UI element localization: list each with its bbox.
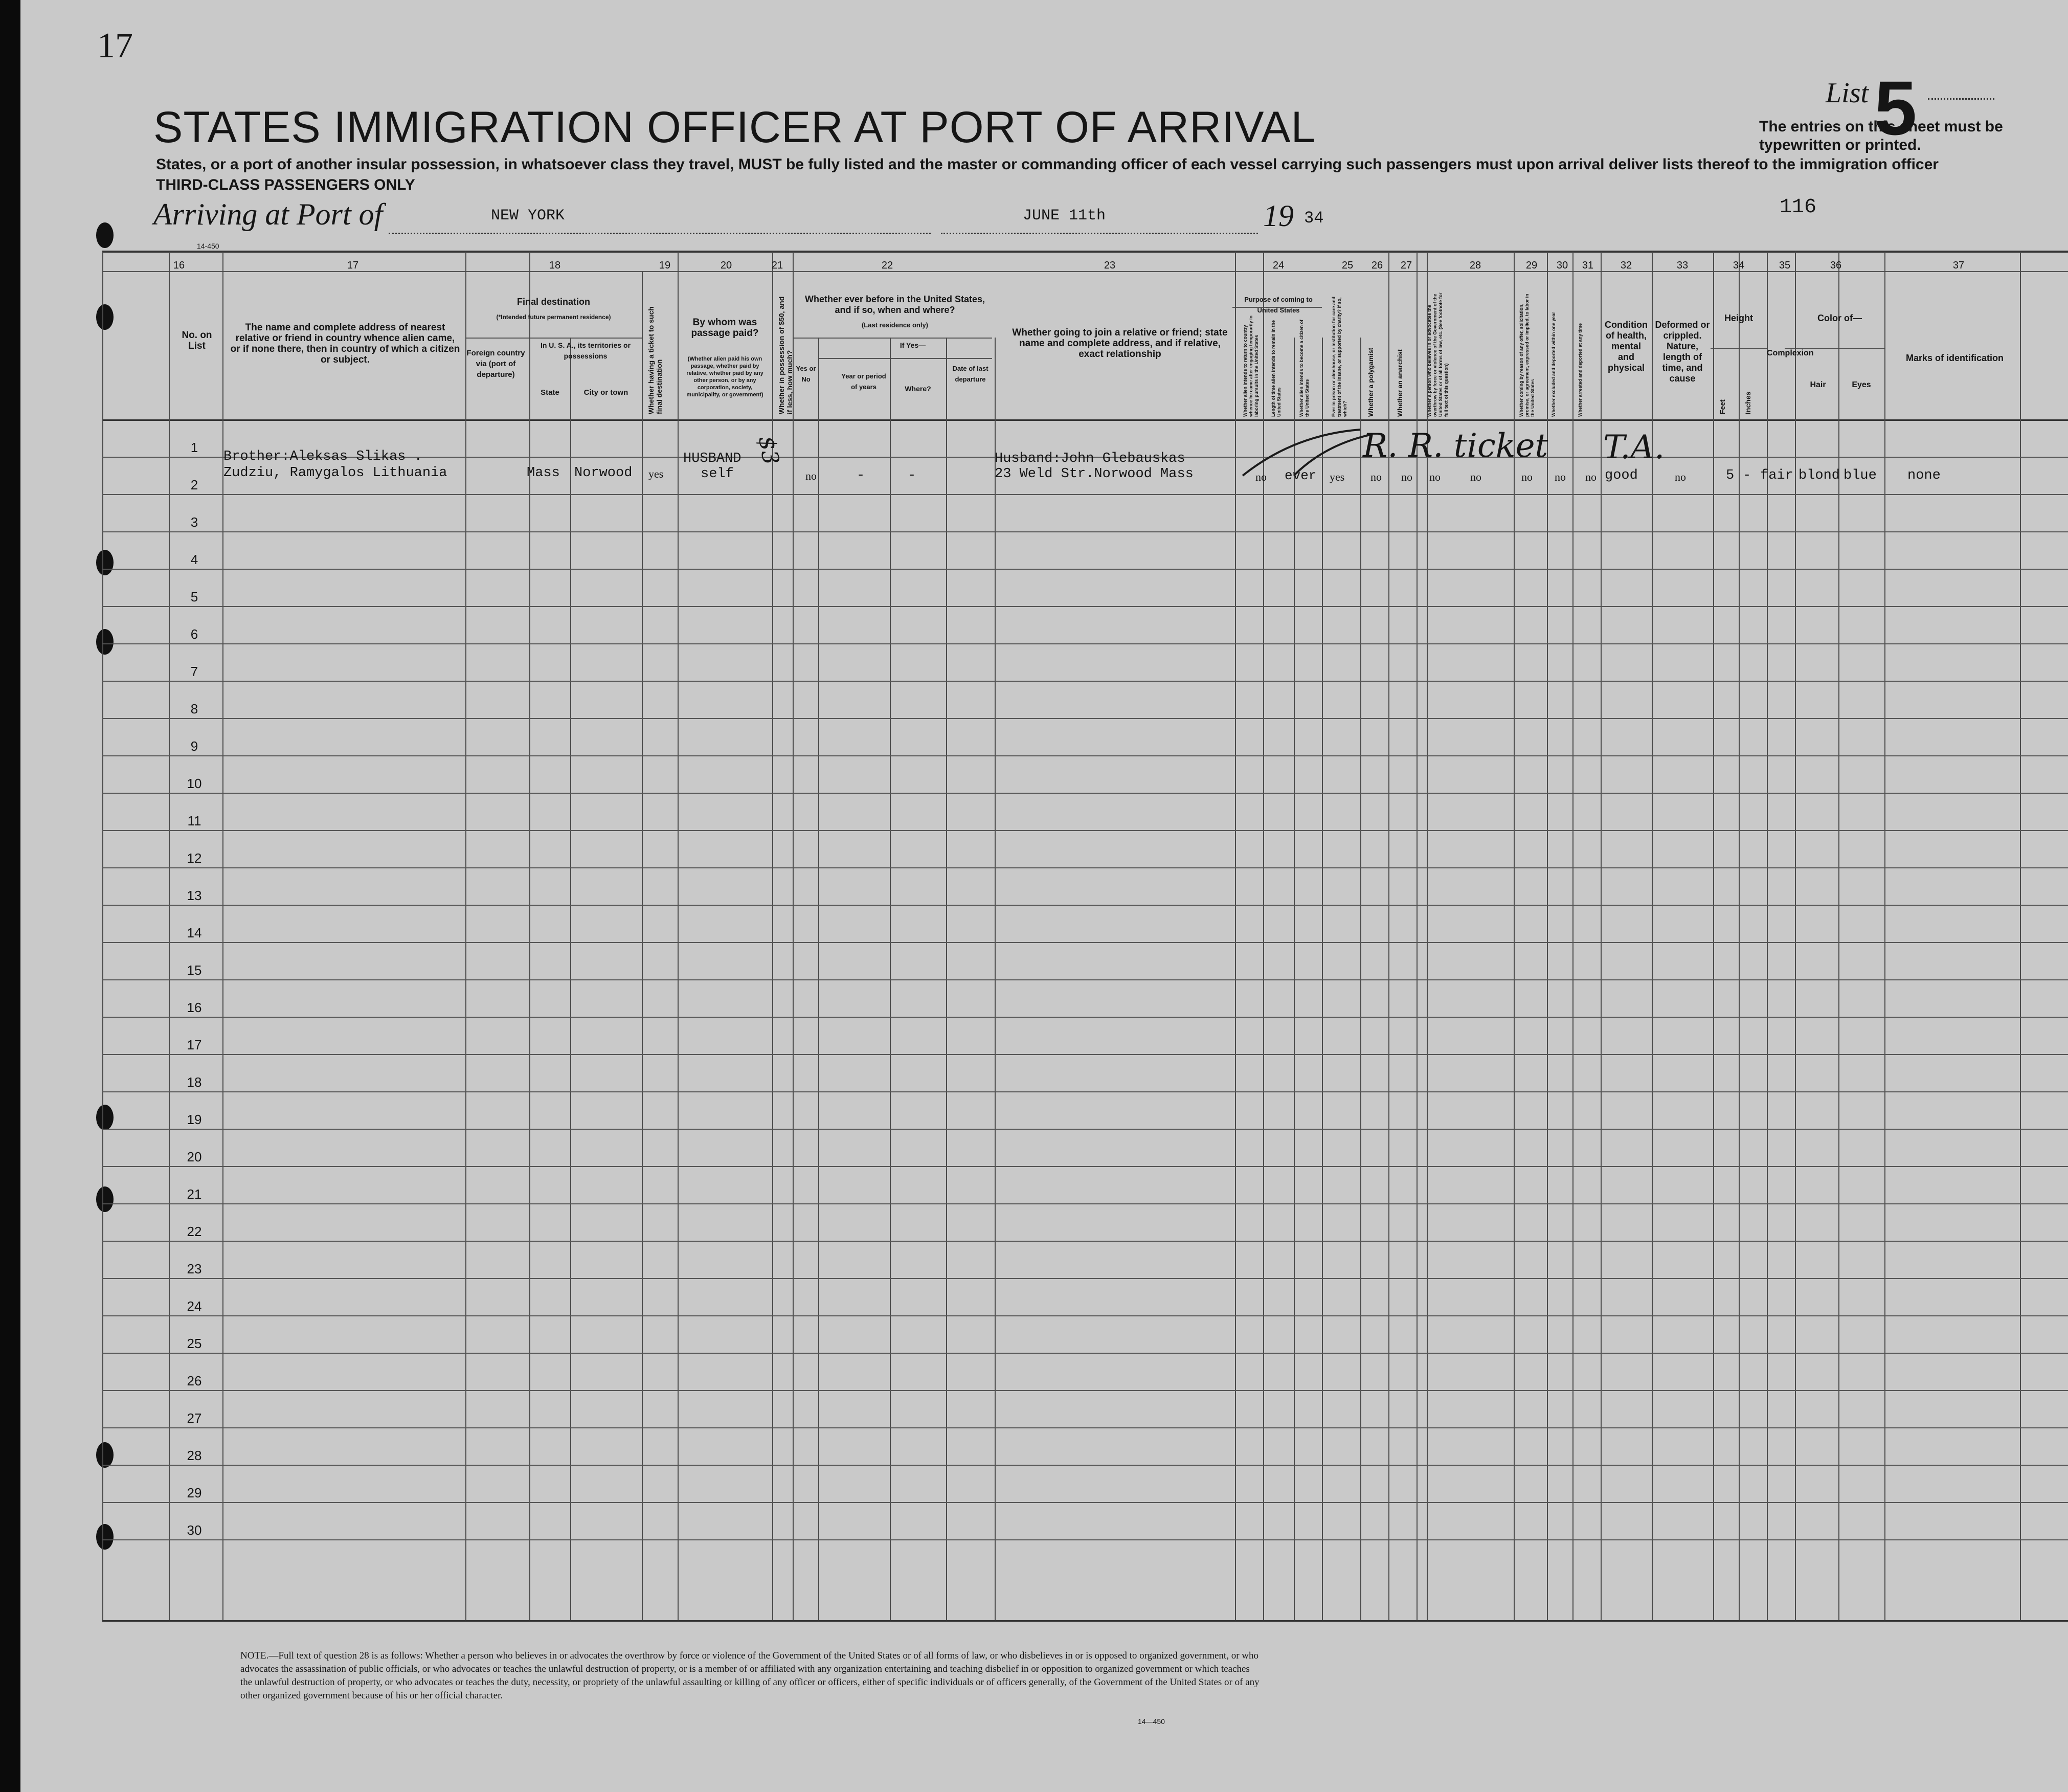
page-title: STATES IMMIGRATION OFFICER AT PORT OF ARRIVAL bbox=[153, 103, 1316, 152]
handwritten-ta: T.A. bbox=[1603, 429, 1665, 466]
entry-ticket: yes bbox=[648, 467, 664, 480]
hdr-purpose: Purpose of coming to United States bbox=[1244, 296, 1313, 314]
row-number: 9 bbox=[190, 738, 198, 754]
hdr-before-in-us: Whether ever before in the United States, and if so, when and where? bbox=[804, 294, 985, 315]
hdr-marks: Marks of identification bbox=[1905, 353, 2004, 363]
entry-paid-line1: HUSBAND bbox=[683, 451, 741, 466]
punch-hole bbox=[96, 629, 114, 655]
entry-c28: no bbox=[1470, 471, 1481, 483]
colnum-31: 31 bbox=[1582, 260, 1594, 271]
page-number: 116 bbox=[1780, 196, 1817, 219]
hdr-deformed: Deformed or crippled. Nature, length of time, and cause bbox=[1655, 320, 1710, 384]
entry-relative-line1: Brother:Aleksas Slikas . bbox=[223, 449, 422, 464]
hdr-height: Height bbox=[1724, 313, 1753, 323]
hdr-hair: Hair bbox=[1810, 380, 1826, 389]
entry-before-where: - bbox=[908, 468, 916, 483]
row-line bbox=[102, 1241, 2068, 1242]
row-line bbox=[102, 1539, 2068, 1540]
entry-join-line1: Husband:John Glebauskas bbox=[995, 451, 1185, 466]
c22-subdivider2 bbox=[818, 358, 992, 359]
row-number: 20 bbox=[187, 1149, 202, 1164]
hdr-ticket: Whether having a ticket to such final destination bbox=[647, 306, 663, 414]
entry-inches: - bbox=[1743, 468, 1751, 483]
row-line bbox=[102, 1502, 2068, 1503]
row-number: 7 bbox=[190, 664, 198, 679]
row-number: 1 bbox=[190, 440, 198, 455]
colnum-19: 19 bbox=[659, 260, 671, 271]
row-number: 4 bbox=[190, 552, 198, 567]
hdr-state: State bbox=[541, 388, 559, 397]
list-number: 5 bbox=[1874, 65, 1917, 151]
row-line bbox=[102, 1427, 2068, 1428]
entry-before-year: - bbox=[857, 468, 865, 483]
entry-c27: no bbox=[1429, 471, 1441, 483]
colnum-20: 20 bbox=[720, 260, 732, 271]
entry-state: Mass bbox=[527, 465, 560, 481]
colnum-33: 33 bbox=[1676, 260, 1689, 271]
entry-c30: no bbox=[1555, 471, 1566, 483]
handwritten-rr-ticket: R. R. ticket bbox=[1363, 427, 1548, 465]
colnum-23: 23 bbox=[1104, 260, 1116, 271]
hdr-feet: Feet bbox=[1718, 399, 1726, 414]
punch-hole bbox=[96, 1105, 114, 1130]
row-number: 21 bbox=[187, 1186, 202, 1202]
entry-before-yesno: no bbox=[805, 469, 817, 482]
typewritten-note: The entries on this sheet must be typewritten or printed. bbox=[1759, 118, 2003, 153]
colnum-34: 34 bbox=[1733, 260, 1745, 271]
row-line bbox=[102, 1315, 2068, 1316]
row-line bbox=[102, 1390, 2068, 1391]
hdr-join-relative: Whether going to join a relative or friend; state name and complete address, and if relative, exact relationship bbox=[1012, 327, 1228, 360]
colnum-37: 37 bbox=[1952, 260, 1965, 271]
row-line bbox=[102, 1353, 2068, 1354]
arriving-label: Arriving at Port of bbox=[153, 197, 383, 231]
hdr-final-destination-sub: (*Intended future permanent residence) bbox=[496, 313, 611, 321]
entry-purpose-c: yes bbox=[1330, 471, 1345, 483]
row-number: 13 bbox=[187, 888, 202, 903]
row-line bbox=[102, 1054, 2068, 1055]
colnum-30: 30 bbox=[1556, 260, 1568, 271]
colnum-22: 22 bbox=[881, 260, 893, 271]
hdr-purpose-a: Whether alien intends to return to country whence he came after engaging temporarily in laboring pursuits in the United States bbox=[1243, 315, 1259, 417]
year-prefix: 19 bbox=[1263, 199, 1294, 233]
list-label: List bbox=[1826, 77, 1869, 109]
entry-eyes: blue bbox=[1844, 468, 1877, 483]
row-line bbox=[102, 793, 2068, 794]
entry-purpose-b: ever bbox=[1285, 468, 1317, 483]
hdr-excluded: Whether excluded and deported within one year bbox=[1551, 311, 1556, 417]
colnum-16: 16 bbox=[173, 260, 185, 271]
table-top-border bbox=[102, 251, 2068, 253]
footnote-form-code: 14—450 bbox=[1138, 1717, 1165, 1726]
row-line bbox=[102, 606, 2068, 607]
row-number: 28 bbox=[187, 1448, 202, 1463]
date-line bbox=[941, 233, 1258, 234]
hdr-foreign-country: Foreign country via (port of departure) bbox=[466, 349, 525, 379]
hdr-labor-offer: Whether coming by reason of any offer, solicitation, promise, or agreement, expressed or implied, to labor in the United States bbox=[1519, 294, 1535, 417]
hdr-complexion: Complexion bbox=[1767, 349, 1814, 357]
row-line bbox=[102, 1203, 2068, 1204]
row-line bbox=[102, 494, 2068, 495]
row-number: 14 bbox=[187, 925, 202, 940]
entry-join-line2: 23 Weld Str.Norwood Mass bbox=[995, 466, 1194, 482]
header-bottom-border bbox=[102, 419, 2068, 421]
hdr-if-yes: If Yes— bbox=[900, 341, 926, 349]
hdr-anarchist: Whether an anarchist bbox=[1396, 349, 1404, 417]
row-number: 15 bbox=[187, 962, 202, 978]
row-number: 11 bbox=[187, 813, 201, 828]
entry-c25: no bbox=[1370, 471, 1382, 483]
hdr-city: City or town bbox=[583, 388, 628, 397]
entry-feet: 5 bbox=[1726, 468, 1735, 483]
hdr-final-destination: Final destination bbox=[516, 297, 590, 307]
row-number: 18 bbox=[187, 1074, 202, 1090]
table-bottom-border bbox=[102, 1620, 2068, 1622]
row-number: 12 bbox=[187, 850, 202, 866]
punch-hole bbox=[96, 550, 114, 575]
row-line bbox=[102, 569, 2068, 570]
row-number: 23 bbox=[187, 1261, 202, 1276]
row-number: 8 bbox=[190, 701, 198, 716]
row-number: 6 bbox=[190, 626, 198, 642]
hdr-where: Where? bbox=[905, 385, 931, 393]
row-number: 17 bbox=[187, 1037, 202, 1052]
hdr-year-period: Year or period of years bbox=[841, 372, 886, 391]
hdr-no-on-list: No. on List bbox=[182, 330, 212, 351]
row-line bbox=[102, 867, 2068, 868]
entry-purpose-a: no bbox=[1255, 471, 1267, 483]
entry-paid-line2: self bbox=[701, 466, 734, 482]
row-line bbox=[102, 905, 2068, 906]
hdr-fifty-dollars: Whether in possession of $50, and if less, how much? bbox=[777, 296, 794, 414]
row-line bbox=[102, 979, 2068, 980]
row-line bbox=[102, 1166, 2068, 1167]
entry-c26: no bbox=[1401, 471, 1412, 483]
entry-complexion: fair bbox=[1760, 468, 1793, 483]
entry-hair: blond bbox=[1799, 468, 1840, 483]
row-line bbox=[102, 1017, 2068, 1018]
row-line bbox=[102, 755, 2068, 756]
hdr-purpose-c: Whether alien intends to become a citizen of the United States bbox=[1299, 319, 1310, 417]
subtitle-line1: States, or a port of another insular possession, in whatsoever class they travel, MUST be fully listed and the master or commanding officer of each vessel carrying such passengers must upon arrival deliver lists thereof to the immigration officer bbox=[156, 156, 1939, 173]
port-line bbox=[389, 233, 931, 234]
port-value: NEW YORK bbox=[491, 207, 565, 225]
corner-mark: 17 bbox=[97, 26, 133, 65]
column-line bbox=[642, 271, 643, 1620]
punch-hole bbox=[96, 222, 114, 248]
hdr-prison: Ever in prison or almshouse, or institution for care and treatment of the insane, or supported by charity? If so, which? bbox=[1331, 296, 1347, 417]
form-code: 14-450 bbox=[197, 242, 219, 250]
c22-subdivider bbox=[793, 338, 992, 339]
hdr-passage-paid-sub: (Whether alien paid his own passage, whether paid by relative, whether paid by any other person, or by any corporation, society, municipality, or government) bbox=[686, 356, 763, 398]
colnum-17: 17 bbox=[347, 260, 359, 271]
colnum-29: 29 bbox=[1525, 260, 1538, 271]
colnum-28: 28 bbox=[1469, 260, 1481, 271]
entry-c31: no bbox=[1585, 471, 1597, 483]
hdr-polygamist: Whether a polygamist bbox=[1367, 347, 1375, 417]
hdr-eyes: Eyes bbox=[1852, 380, 1871, 389]
row-line bbox=[102, 942, 2068, 943]
row-number: 3 bbox=[190, 514, 198, 530]
colnum-32: 32 bbox=[1620, 260, 1632, 271]
manifest-sheet bbox=[20, 0, 2068, 1792]
hdr-yes-no: Yes or No bbox=[796, 365, 816, 383]
row-number: 2 bbox=[190, 477, 198, 492]
row-number: 10 bbox=[187, 776, 202, 791]
punch-hole bbox=[96, 304, 114, 330]
row-number: 19 bbox=[187, 1112, 202, 1127]
hdr-arrested: Whether arrested and deported at any time bbox=[1578, 323, 1583, 417]
row-number: 27 bbox=[187, 1410, 202, 1426]
entry-marks: none bbox=[1907, 468, 1941, 483]
entry-deformed: no bbox=[1675, 471, 1686, 483]
entry-money-mark: $3 bbox=[753, 434, 784, 467]
hdr-purpose-b: Length of time alien intends to remain in the United States bbox=[1271, 320, 1282, 417]
hdr-health: Condition of health, mental and physical bbox=[1605, 320, 1648, 373]
row-number: 5 bbox=[190, 589, 198, 604]
row-line bbox=[102, 531, 2068, 532]
hdr-date-departure: Date of last departure bbox=[952, 365, 988, 383]
hdr-color-of: Color of— bbox=[1817, 313, 1862, 323]
date-value: JUNE 11th bbox=[1023, 207, 1106, 225]
row-number: 29 bbox=[187, 1485, 202, 1500]
colnum-26: 26 bbox=[1371, 260, 1383, 271]
row-line bbox=[102, 643, 2068, 644]
entry-health: good bbox=[1605, 468, 1638, 483]
row-number: 26 bbox=[187, 1373, 202, 1388]
row-line bbox=[102, 1091, 2068, 1092]
row-line bbox=[102, 681, 2068, 682]
entry-relative-line2: Zudziu, Ramygalos Lithuania bbox=[223, 465, 447, 481]
row-line bbox=[102, 718, 2068, 719]
entry-city: Norwood bbox=[574, 465, 633, 481]
hdr-relative-address: The name and complete address of nearest relative or friend in country whence alien came, or if none there, then in country of which a citizen or subject. bbox=[230, 322, 460, 365]
row-line bbox=[102, 1129, 2068, 1130]
hdr-inches: Inches bbox=[1744, 391, 1752, 414]
list-underline bbox=[1928, 98, 1994, 100]
row-number: 30 bbox=[187, 1522, 202, 1538]
year-suffix: 34 bbox=[1304, 209, 1324, 228]
punch-hole bbox=[96, 1524, 114, 1550]
row-number: 22 bbox=[187, 1224, 202, 1239]
punch-hole bbox=[96, 1442, 114, 1468]
punch-hole bbox=[96, 1186, 114, 1212]
row-line bbox=[102, 830, 2068, 831]
row-number: 16 bbox=[187, 1000, 202, 1015]
footnote-question-28: NOTE.—Full text of question 28 is as follows: Whether a person who believes in or advocates the overthrow by force or violence of the Government of the United States or of all forms of law, or who disbelieves in or is opposed to organized government, or who advocates the assassination of public officials, or who advocates or teaches the unlawful destruction of property, or is a member of or affiliated with any organization entertaining and teaching disbelief in or opposition to organized government or which teaches the unlawful destruction of property, or who advocates or teaches the duty, necessity, or propriety of the unlawful assaulting or killing of any officer or officers, either of specific individuals or of officers generally, of the Government of the United States or of any other organized government because of his or her official character. bbox=[240, 1650, 1260, 1701]
hdr-before-in-us-sub: (Last residence only) bbox=[861, 321, 929, 329]
row-line bbox=[102, 1278, 2068, 1279]
hdr-passage-paid: By whom was passage paid? bbox=[691, 317, 759, 339]
colnum-35: 35 bbox=[1779, 260, 1791, 271]
row-line bbox=[102, 1465, 2068, 1466]
colnum-24: 24 bbox=[1272, 260, 1285, 271]
subtitle-line2: THIRD-CLASS PASSENGERS ONLY bbox=[156, 176, 415, 193]
colnum-21: 21 bbox=[771, 260, 783, 271]
hdr-in-usa: In U. S. A., its territories or possessions bbox=[540, 341, 631, 360]
c18-subdivider bbox=[465, 338, 642, 339]
entry-c29: no bbox=[1521, 471, 1533, 483]
row-number: 25 bbox=[187, 1336, 202, 1351]
colnum-25: 25 bbox=[1341, 260, 1354, 271]
colnum-18: 18 bbox=[549, 260, 561, 271]
colnum-27: 27 bbox=[1400, 260, 1412, 271]
row-number: 24 bbox=[187, 1298, 202, 1314]
colnum-36: 36 bbox=[1830, 260, 1842, 271]
hdr-overthrow: Whether a person who believes in or advocates the overthrow by force or violence of the Government of the United States or of all forms of law, etc. (See footnote for full text of this question) bbox=[1427, 293, 1449, 417]
